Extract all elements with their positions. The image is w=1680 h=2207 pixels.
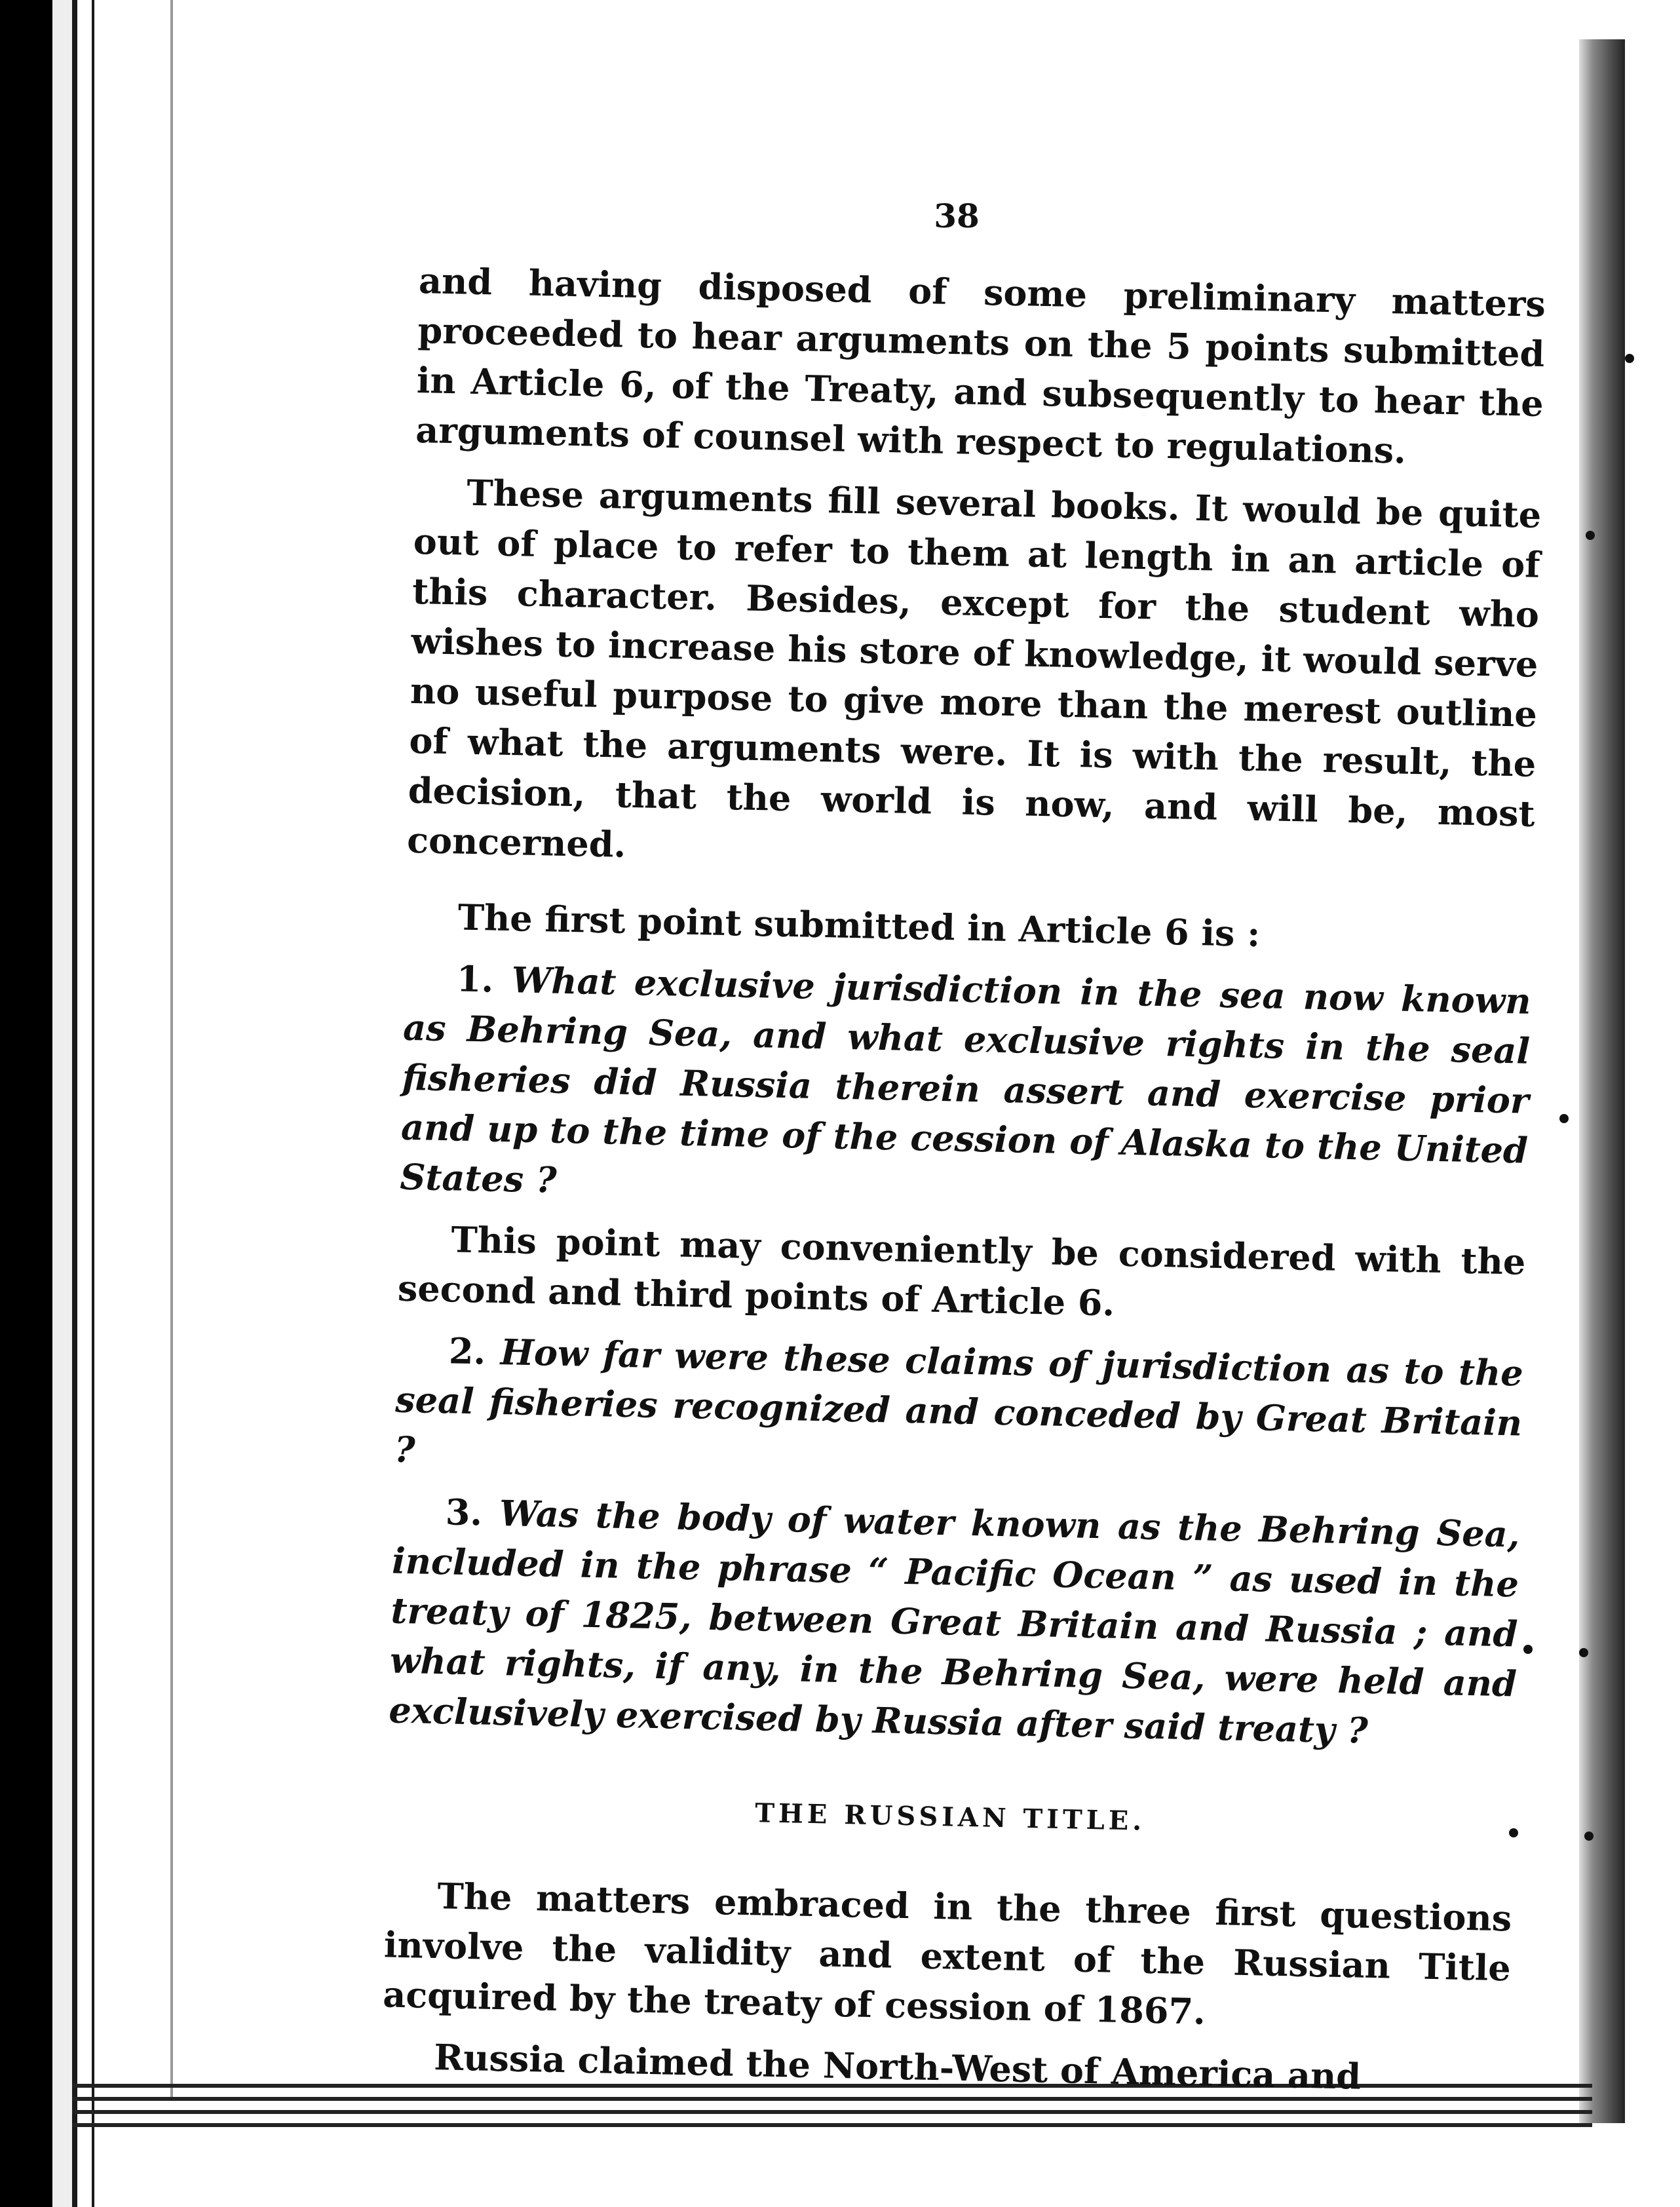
question-2 xyxy=(394,1325,1523,1498)
page-number: 38 xyxy=(934,197,980,235)
paragraph: The matters embraced in the three first questions involve the validity and extent of the Russian Title acquired by the treaty of cession of 1867. xyxy=(382,1875,1512,2033)
page-edge-line xyxy=(72,0,77,2207)
paragraph: These arguments fill several books. It would be quite out of place to refer to them at length in an article of this character. Besides, except for the student who wishes to increase his store of knowledge, it would serve no useful purpose to give more than the merest outline of what the arguments were. It is with the result, the decision, that the world is now, and will be, most concerned. xyxy=(406,471,1542,866)
page-edge-left xyxy=(52,0,72,2207)
page-edge-right xyxy=(1579,39,1625,2123)
question-3 xyxy=(389,1486,1521,1759)
question-number: 2. xyxy=(448,1330,487,1373)
section-heading: THE RUSSIAN TITLE. xyxy=(754,1797,1146,1837)
scan-border-left xyxy=(0,0,52,2207)
page-body xyxy=(170,0,1579,2207)
question-number: 3. xyxy=(445,1491,483,1534)
text-block xyxy=(381,256,1546,2116)
paragraph: The first point submitted in Article 6 is : xyxy=(457,896,1261,955)
paragraph: Russia claimed the North-West of America and xyxy=(433,2036,1362,2098)
page-edge-line xyxy=(92,0,94,2207)
margin-mark xyxy=(1584,1832,1594,1841)
question-1 xyxy=(400,953,1532,1225)
question-text: How far were these claims of jurisdiction as to the seal fisheries recognized and conceded by Great Britain ? xyxy=(394,1330,1524,1471)
paragraph: and having disposed of some preliminary matters proceeded to hear arguments on the 5 points submitted in Article 6, of the Treaty, and subsequently to hear the arguments of counsel with respect to regulations. xyxy=(415,259,1546,472)
margin-mark xyxy=(1579,1648,1588,1657)
question-number: 1. xyxy=(456,957,494,1001)
paragraph: This point may conveniently be considered with the second and third points of Article 6. xyxy=(397,1218,1526,1324)
question-text: What exclusive jurisdiction in the sea now known as Behring Sea, and what exclusive rights in the seal fisheries did Russia therein assert and exercise prior and up to the time of the cession of Alaska to the United States ? xyxy=(399,959,1532,1201)
margin-mark xyxy=(1586,531,1595,540)
margin-mark xyxy=(1625,354,1634,363)
question-text: Was the body of water known as the Behring Sea, included in the phrase “ Pacific Ocean ” as used in the treaty of 1825, between Great Britain and Russia ; and what rights, if any, in the Behring Sea, were held and exclusively exercised by Russia after said treaty ? xyxy=(388,1491,1521,1752)
